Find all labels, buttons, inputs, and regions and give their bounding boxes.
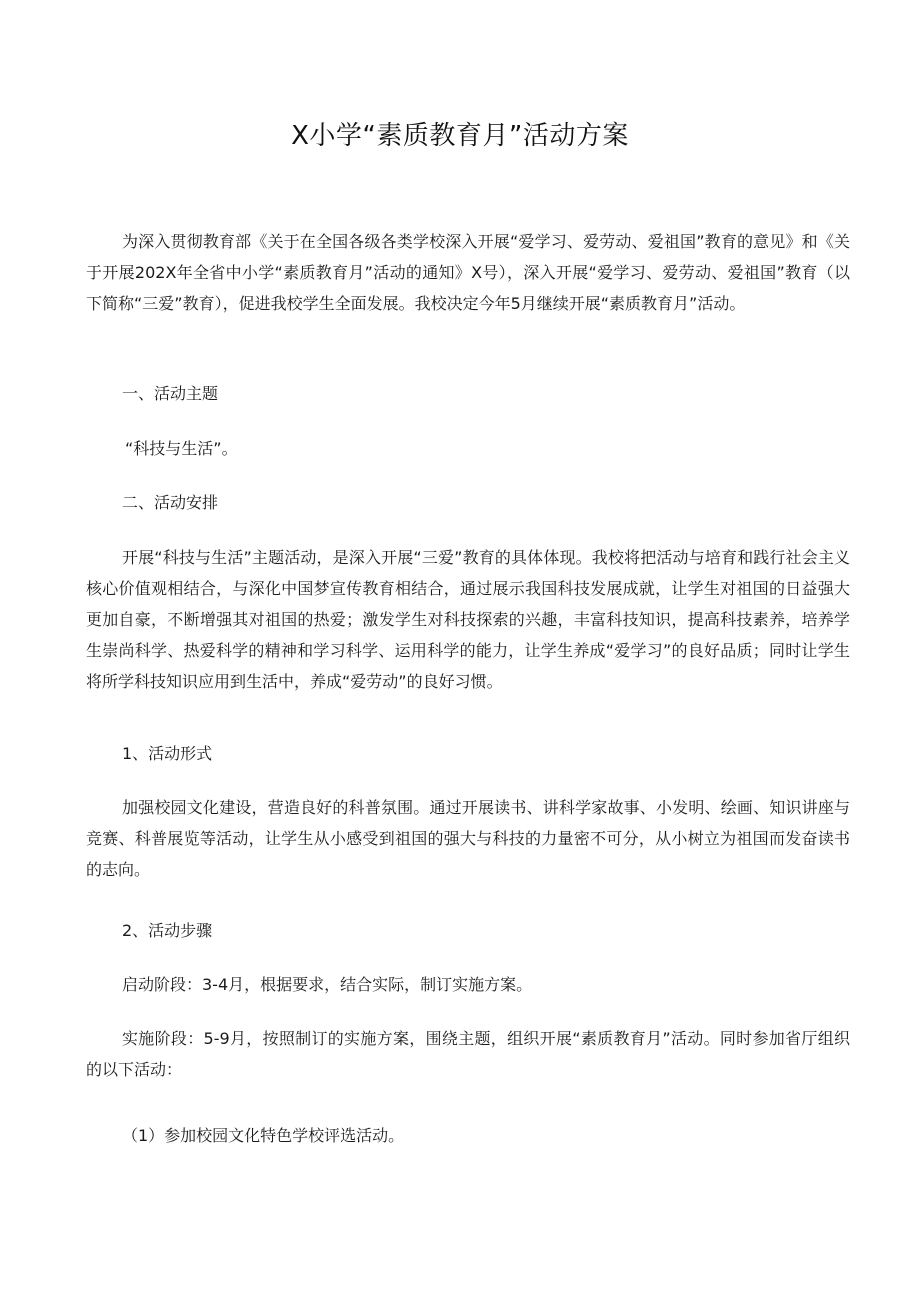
subsection-1-paragraph: 加强校园文化建设，营造良好的科普氛围。通过开展读书、讲科学家故事、小发明、绘画、知识讲座与竞赛、科普展览等活动，让学生从小感受到祖国的强大与科技的力量密不可分，从小树立为祖国而发奋读书的志向。 (86, 798, 850, 879)
intro-paragraph: 为深入贯彻教育部《关于在全国各级各类学校深入开展“爱学习、爱劳动、爱祖国”教育的意见》和《关于开展202X年全省中小学“素质教育月”活动的通知》X号），深入开展“爱学习、爱劳动、爱祖国”教育（以下简称“三爱”教育），促进我校学生全面发展。我校决定今年5月继续开展“素质教育月”活动。 (86, 232, 850, 313)
document-title: X小学“素质教育月”活动方案 (291, 121, 629, 151)
section-2-heading: 二、活动安排 (122, 493, 219, 512)
step-launch-text: 启动阶段：3-4月，根据要求，结合实际，制订实施方案。 (122, 975, 533, 994)
list-item-1: （1）参加校园文化特色学校评选活动。 (122, 1126, 405, 1145)
section-1-body: “科技与生活”。 (125, 439, 238, 458)
step-implement-paragraph: 实施阶段：5-9月，按照制订的实施方案，围绕主题，组织开展“素质教育月”活动。同时参加省厅组织的以下活动： (86, 1029, 850, 1079)
subsection-2-heading: 2、活动步骤 (122, 921, 213, 940)
section-1-heading: 一、活动主题 (122, 384, 219, 403)
subsection-1-heading: 1、活动形式 (122, 744, 213, 763)
section-2-paragraph: 开展“科技与生活”主题活动，是深入开展“三爱”教育的具体体现。我校将把活动与培育和践行社会主义核心价值观相结合，与深化中国梦宣传教育相结合，通过展示我国科技发展成就，让学生对祖国的日益强大更加自豪，不断增强其对祖国的热爱；激发学生对科技探索的兴趣，丰富科技知识，提高科技素养，培养学生崇尚科学、热爱科学的精神和学习科学、运用科学的能力，让学生养成“爱学习”的良好品质；同时让学生将所学科技知识应用到生活中，养成“爱劳动”的良好习惯。 (86, 548, 850, 691)
